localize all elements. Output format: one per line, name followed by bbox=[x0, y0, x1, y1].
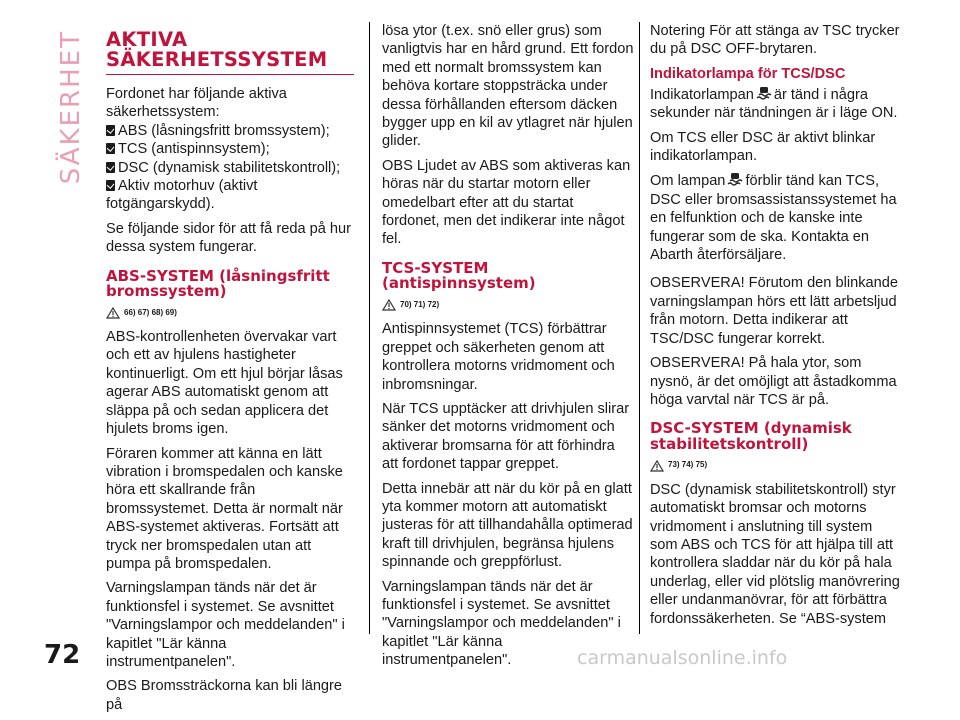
list-item: DSC (dynamisk stabilitetskontroll); bbox=[106, 159, 358, 177]
warning-triangle-icon bbox=[382, 299, 396, 311]
observera-paragraph-1: OBSERVERA! Förutom den blinkande varningslampan hörs ett lätt arbetsljud från motorn. Detta indikerar att TSC/DSC fungerar korrekt. bbox=[650, 275, 898, 347]
indicator-paragraph-2: Om TCS eller DSC är aktivt blinkar indikatorlampan. bbox=[650, 129, 876, 165]
list-item: ABS (låsningsfritt bromssystem); bbox=[106, 122, 358, 140]
title-underline bbox=[106, 74, 354, 75]
see-pages-text: Se följande sidor för att få reda på hur dessa system fungerar. bbox=[106, 220, 352, 256]
abs-sound-note: OBS Ljudet av ABS som aktiveras kan höras när du startar motorn eller omedelbart efter att du startat fordonet, men det indikerar inte något fel. bbox=[382, 157, 631, 248]
observera-paragraph-2: OBSERVERA! På hala ytor, som nysnö, är det omöjligt att åstadkomma höga varvtal när TCS är på. bbox=[650, 355, 897, 408]
abs-paragraph-3: Varningslampan tänds när det är funktionsfel i systemet. Se avsnittet "Varningslampor och meddelanden" i kapitlet "Lär känna instrumentpanelen". bbox=[106, 580, 345, 670]
abs-paragraph-1: ABS-kontrollenheten övervakar vart och ett av hjulens hastigheter kontinuerligt. Om ett hjul börjar låsas agerar ABS automatiskt genom att släppa på och sedan applicera det hjulets broms igen. bbox=[106, 329, 343, 438]
checkbox-bullet-icon bbox=[106, 180, 115, 191]
indicator-heading: Indikatorlampa för TCS/DSC bbox=[650, 65, 846, 82]
checkbox-bullet-icon bbox=[106, 143, 115, 154]
abs-continued-paragraph: lösa ytor (t.ex. snö eller grus) som vanligtvis har en hård grund. Ett fordon med ett normalt bromssystem kan behöva kortare stoppsträcka under dessa förhållanden eftersom däcken bygger upp en kil av ytlagret när hjulen glider. bbox=[382, 23, 634, 150]
column-1 bbox=[106, 22, 358, 720]
indicator-paragraph-1: Indikatorlampan är tänd i några sekunder när tändningen är i läge ON. bbox=[650, 86, 898, 122]
checkbox-bullet-icon bbox=[106, 162, 115, 173]
tcs-dsc-indicator-icon bbox=[727, 171, 743, 187]
tcs-warning-refs: 70) 71) 72) bbox=[382, 296, 634, 314]
tcs-dsc-indicator-icon bbox=[756, 85, 772, 101]
page-number: 72 bbox=[44, 640, 81, 670]
tcs-paragraph-4: Varningslampan tänds när det är funktionsfel i systemet. Se avsnittet "Varningslampor och meddelanden" i kapitlet "Lär känna instrumentpanelen". bbox=[382, 578, 621, 669]
warning-triangle-icon bbox=[106, 307, 120, 319]
column-2 bbox=[382, 22, 634, 676]
abs-paragraph-4: OBS Bromssträckorna kan bli längre på bbox=[106, 678, 343, 713]
column-divider-1 bbox=[369, 22, 370, 634]
dsc-paragraph-1: DSC (dynamisk stabilitetskontroll) styr automatiskt bromsar och motorns vridmoment i anslutning till system som ABS och TCS för att hjälpa till att kontrollera sladdar när du kör på hala underlag, eller vid plötslig manövrering eller undanmanövrar, för att förbättra fordonssäkerheten. Se “ABS-system bbox=[650, 481, 900, 627]
abs-heading: ABS-SYSTEM (låsningsfritt bromssystem) bbox=[106, 266, 330, 301]
tsc-off-note: Notering För att stänga av TSC trycker du på DSC OFF-brytaren. bbox=[650, 23, 900, 58]
warning-triangle-icon bbox=[650, 460, 664, 472]
chapter-side-tab: SÄKERHET bbox=[56, 30, 86, 185]
tcs-paragraph-2: När TCS upptäcker att drivhjulen slirar sänker det motorns vridmoment och aktiverar bromsarna för att förhindra att fordonet tappar greppet. bbox=[382, 400, 630, 473]
indicator-paragraph-3: Om lampan förblir tänd kan TCS, DSC eller bromsassistanssystemet ha en felfunktion och de kanske inte fungerar som de ska. Kontakta en Abarth återförsäljare. bbox=[650, 173, 897, 264]
checkbox-bullet-icon bbox=[106, 125, 115, 136]
dsc-heading: DSC-SYSTEM (dynamisk stabilitetskontroll) bbox=[650, 419, 852, 453]
list-item: Aktiv motorhuv (aktivt fotgängarskydd). bbox=[106, 178, 258, 213]
tcs-heading: TCS-SYSTEM (antispinnsystem) bbox=[382, 258, 536, 293]
dsc-warning-refs: 73) 74) 75) bbox=[650, 456, 900, 474]
column-3 bbox=[650, 22, 900, 634]
tcs-paragraph-3: Detta innebär att när du kör på en glatt yta kommer motorn att automatiskt justeras för att tillhandahålla optimerad kraft till drivhjulen, begränsa hjulens spinnande och greppförlust. bbox=[382, 480, 633, 571]
abs-paragraph-2: Föraren kommer att känna en lätt vibration i bromspedalen och kanske höra ett skallrande från bromssystemet. Detta är normalt när ABS-systemet aktiveras. Fortsätt att tryck ner bromspedalen utan att pumpa på bromspedalen. bbox=[106, 445, 343, 572]
system-list bbox=[106, 122, 358, 214]
section-title: AKTIVA SÄKERHETSSYSTEM bbox=[106, 28, 328, 71]
watermark-text: carmanualsonline.info bbox=[577, 647, 788, 669]
intro-text: Fordonet har följande aktiva säkerhetssystem: bbox=[106, 86, 287, 121]
tcs-paragraph-1: Antispinnsystemet (TCS) förbättrar greppet och säkerheten genom att kontrollera motorns vridmoment och inbromsningar. bbox=[382, 321, 615, 393]
abs-warning-refs: 66) 67) 68) 69) bbox=[106, 304, 358, 322]
list-item: TCS (antispinnsystem); bbox=[106, 140, 358, 158]
column-divider-2 bbox=[639, 22, 640, 634]
